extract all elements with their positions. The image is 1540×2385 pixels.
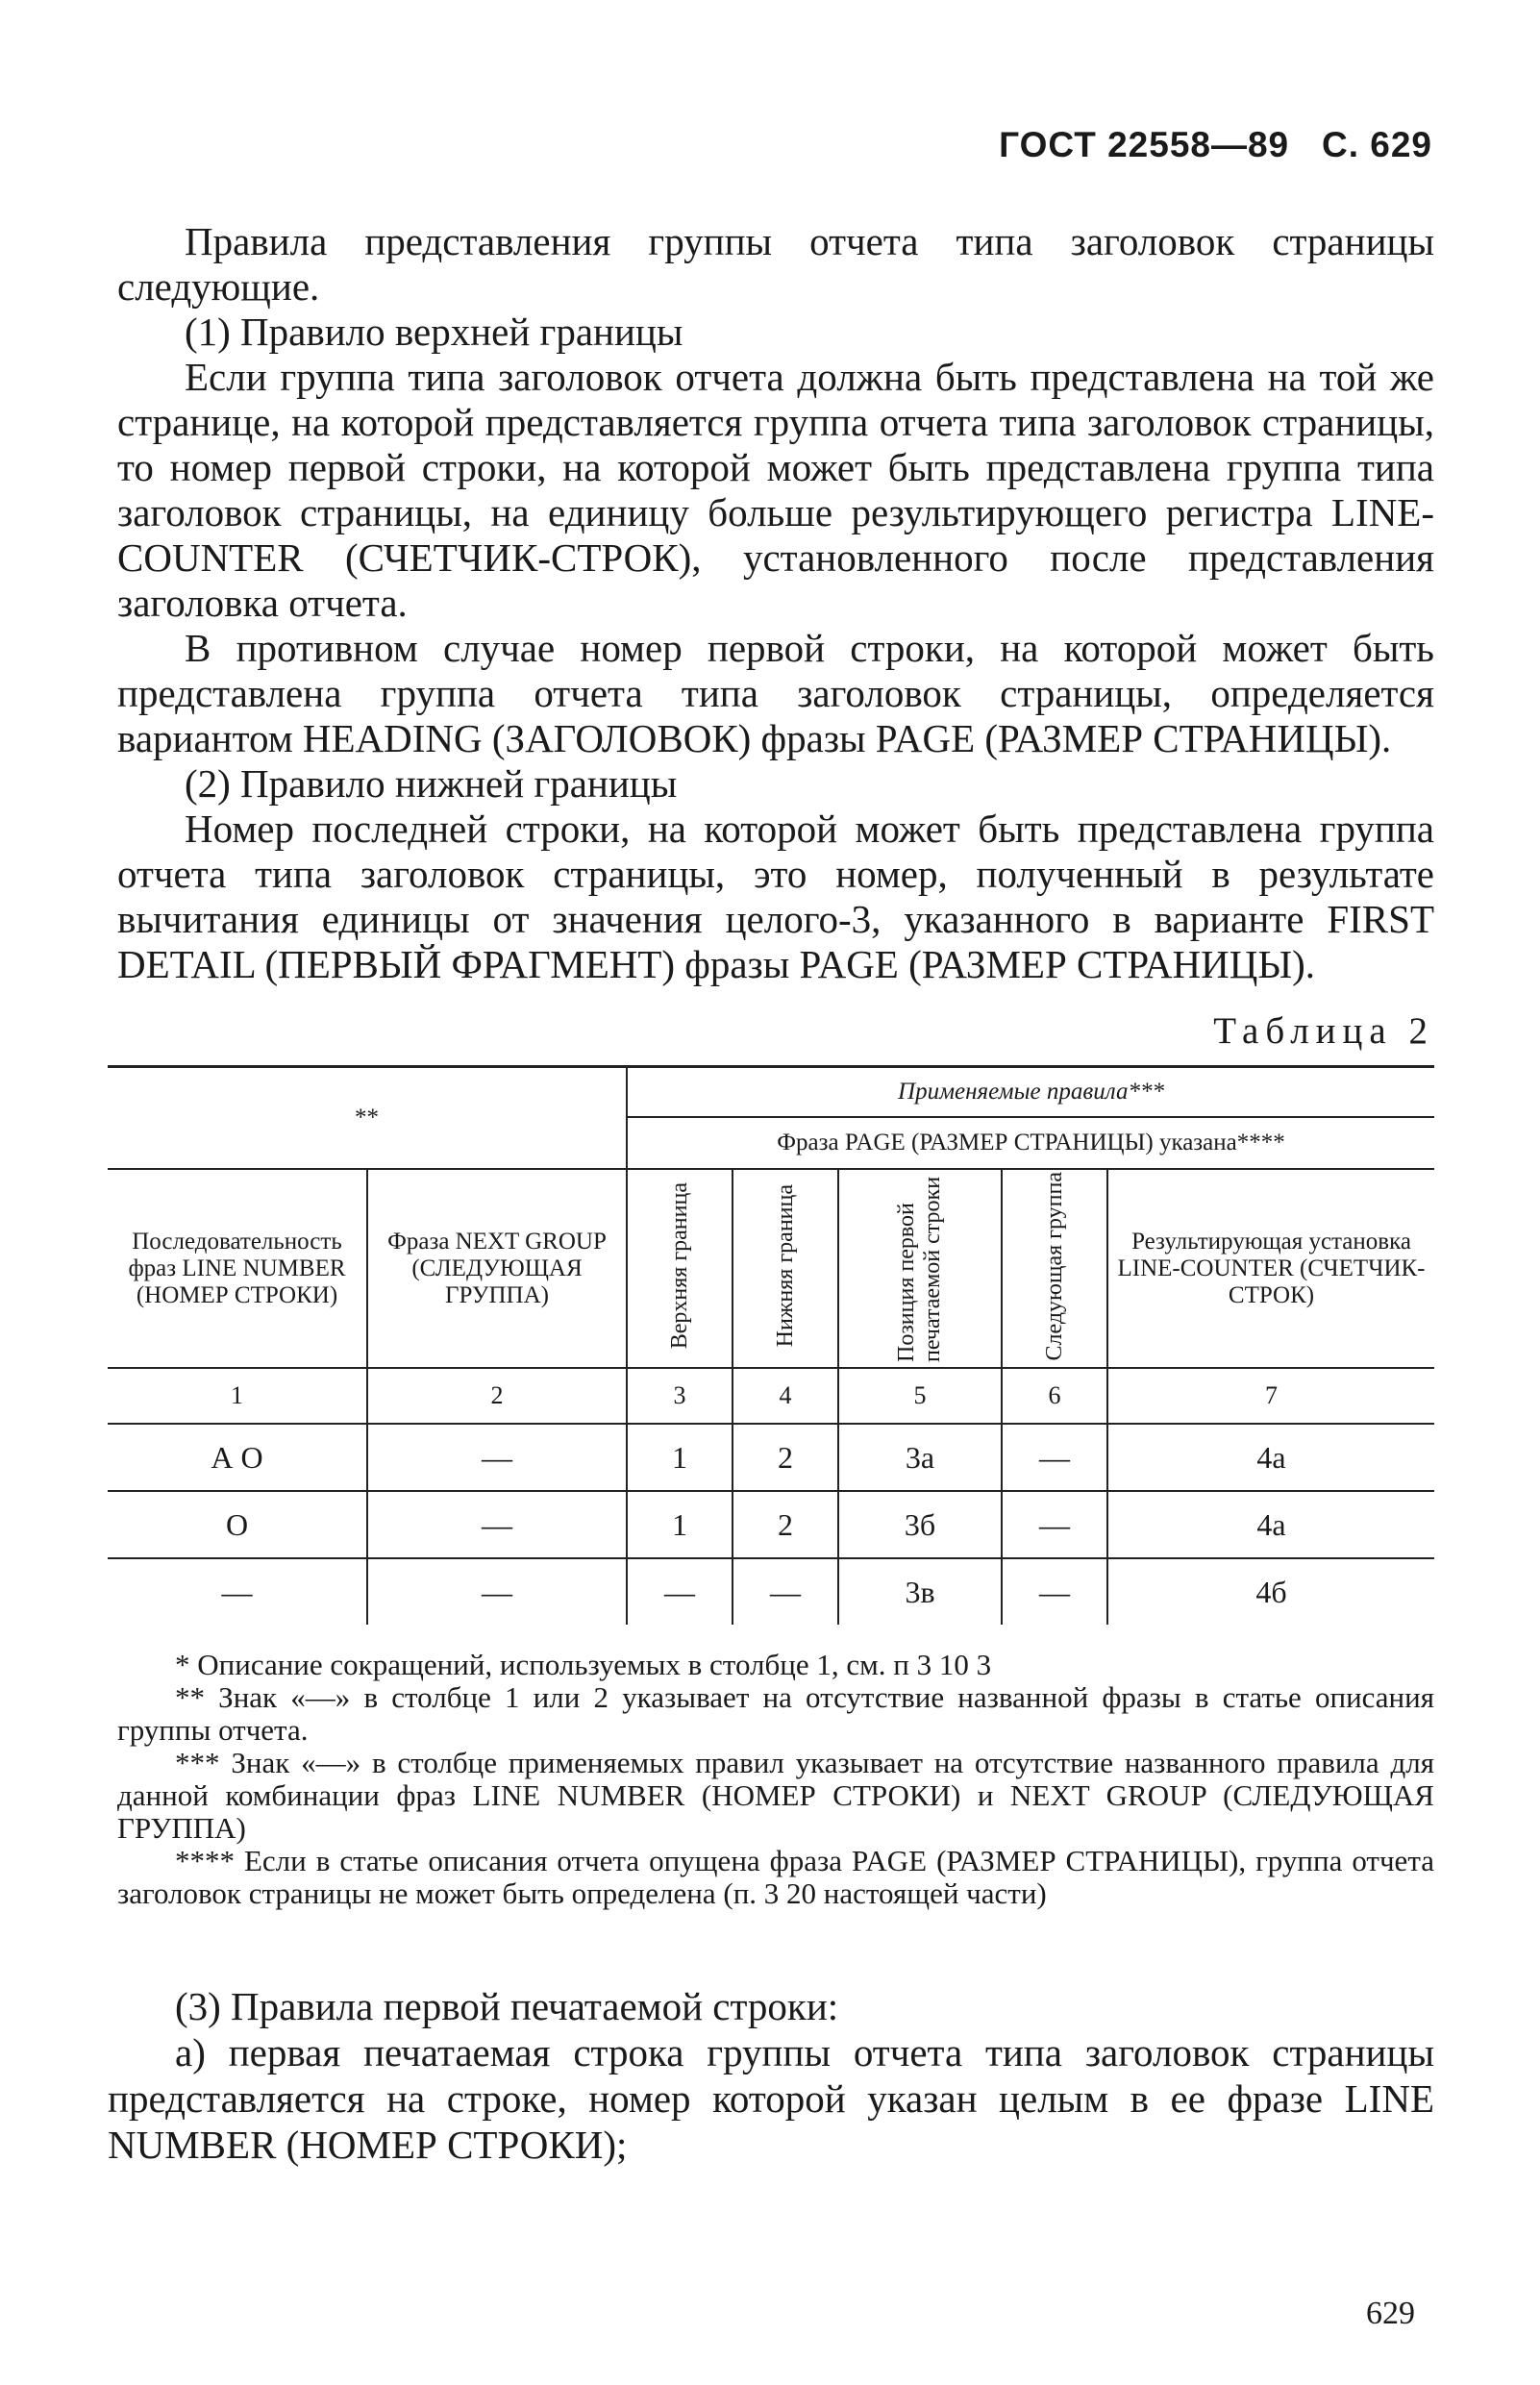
table-caption: Таблица 2 <box>1213 1010 1434 1052</box>
column-number: 3 <box>627 1368 733 1424</box>
column-header-label: Нижняя граница <box>772 1184 798 1348</box>
page-reference: С. 629 <box>1321 125 1432 164</box>
column-number: 2 <box>367 1368 627 1424</box>
rules-table <box>108 1065 1434 1625</box>
table-cell: 2 <box>733 1424 838 1491</box>
table-cell: — <box>1002 1491 1107 1558</box>
paragraph: В противном случае номер первой строки, на которой может быть представлена группа отчета типа заголовок страницы, определяется вариантом HEADING (ЗАГОЛОВОК) фразы PAGE (РАЗМЕР СТРАНИЦЫ). <box>117 626 1434 760</box>
group-header: Применяемые правила*** <box>627 1067 1434 1118</box>
table-cell: — <box>627 1558 733 1625</box>
column-number: 7 <box>1107 1368 1434 1424</box>
table-cell: — <box>733 1558 838 1625</box>
page-header <box>999 125 1432 165</box>
footnote: **** Если в статье описания отчета опущена фраза PAGE (РАЗМЕР СТРАНИЦЫ), группа отчета заголовок страницы не может быть определена (п. 3 20 настоящей части) <box>117 1844 1434 1910</box>
footnote: * Описание сокращений, используемых в столбце 1, см. п 3 10 3 <box>175 1648 992 1681</box>
table-row <box>108 1424 1434 1491</box>
table-cell: 3а <box>838 1424 1002 1491</box>
column-header-vertical <box>627 1169 733 1368</box>
section-heading: (1) Правило верхней границы <box>185 310 683 354</box>
body-text-top <box>117 219 1434 987</box>
column-header-label: Верхняя граница <box>666 1182 692 1350</box>
table-corner-mark: ** <box>108 1067 627 1170</box>
paragraph: Правила представления группы отчета типа заголовок страницы следующие. <box>117 219 1434 309</box>
table-row <box>108 1558 1434 1625</box>
column-header-vertical <box>838 1169 1002 1368</box>
table-cell: 3б <box>838 1491 1002 1558</box>
table-cell: 1 <box>627 1424 733 1491</box>
page-number: 629 <box>1366 2296 1415 2331</box>
column-number: 1 <box>108 1368 367 1424</box>
table-cell: — <box>1002 1558 1107 1625</box>
paragraph: Номер последней строки, на которой может быть представлена группа отчета типа заголовок страницы, это номер, полученный в результате вычитания единицы от значения целого-3, указанного в варианте FIRST DETAIL (ПЕРВЫЙ ФРАГМЕНТ) фразы PAGE (РАЗМЕР СТРАНИЦЫ). <box>117 807 1434 986</box>
body-text-bottom <box>108 1983 1434 2168</box>
column-header-label: Позиция первой печатаемой строки <box>894 1176 945 1362</box>
table-row <box>108 1491 1434 1558</box>
standard-code: ГОСТ 22558—89 <box>999 125 1290 164</box>
column-number: 6 <box>1002 1368 1107 1424</box>
section-heading: (2) Правило нижней границы <box>185 761 678 806</box>
column-header: Последовательность фраз LINE NUMBER (НОМЕР СТРОКИ) <box>108 1169 367 1368</box>
table-cell: 2 <box>733 1491 838 1558</box>
column-header-label: Следующая группа <box>1041 1171 1067 1361</box>
table-cell: 4а <box>1107 1424 1434 1491</box>
footnote: ** Знак «—» в столбце 1 или 2 указывает на отсутствие названной фразы в статье описания группы отчета. <box>117 1680 1434 1747</box>
table-cell: — <box>367 1558 627 1625</box>
table-cell: А О <box>108 1424 367 1491</box>
table-cell: — <box>1002 1424 1107 1491</box>
table-cell: 4б <box>1107 1558 1434 1625</box>
paragraph: а) первая печатаемая строка группы отчета типа заголовок страницы представляется на строке, номер которой указан целым в ее фразе LINE NUMBER (НОМЕР СТРОКИ); <box>108 2030 1434 2167</box>
column-header: Фраза NEXT GROUP (СЛЕДУЮЩАЯ ГРУППА) <box>367 1169 627 1368</box>
column-header: Результирующая установка LINE-COUNTER (СЧЕТЧИК-СТРОК) <box>1107 1169 1434 1368</box>
column-number: 4 <box>733 1368 838 1424</box>
column-header-vertical <box>733 1169 838 1368</box>
table-cell: — <box>367 1491 627 1558</box>
table-cell: — <box>221 1574 253 1609</box>
footnote: *** Знак «—» в столбце применяемых правил указывает на отсутствие названного правила для данной комбинации фраз LINE NUMBER (НОМЕР СТРОКИ) и NEXT GROUP (СЛЕДУЮЩАЯ ГРУППА) <box>117 1746 1434 1845</box>
table-cell: 4а <box>1107 1491 1434 1558</box>
column-header-vertical <box>1002 1169 1107 1368</box>
table-cell: 1 <box>627 1491 733 1558</box>
subgroup-header: Фраза PAGE (РАЗМЕР СТРАНИЦЫ) указана**** <box>627 1117 1434 1169</box>
section-heading: (3) Правила первой печатаемой строки: <box>175 1984 839 2028</box>
table-cell: О <box>108 1491 367 1558</box>
table-footnotes <box>117 1649 1434 1910</box>
table-cell: 3в <box>838 1558 1002 1625</box>
paragraph: Если группа типа заголовок отчета должна быть представлена на той же странице, на которой представляется группа отчета типа заголовок страницы, то номер первой строки, на которой может быть представлена группа типа заголовок страницы, на единицу больше результирующего регистра LINE-COUNTER (СЧЕТЧИК-СТРОК), установленного после представления заголовка отчета. <box>117 355 1434 625</box>
column-number: 5 <box>838 1368 1002 1424</box>
table-cell: — <box>367 1424 627 1491</box>
